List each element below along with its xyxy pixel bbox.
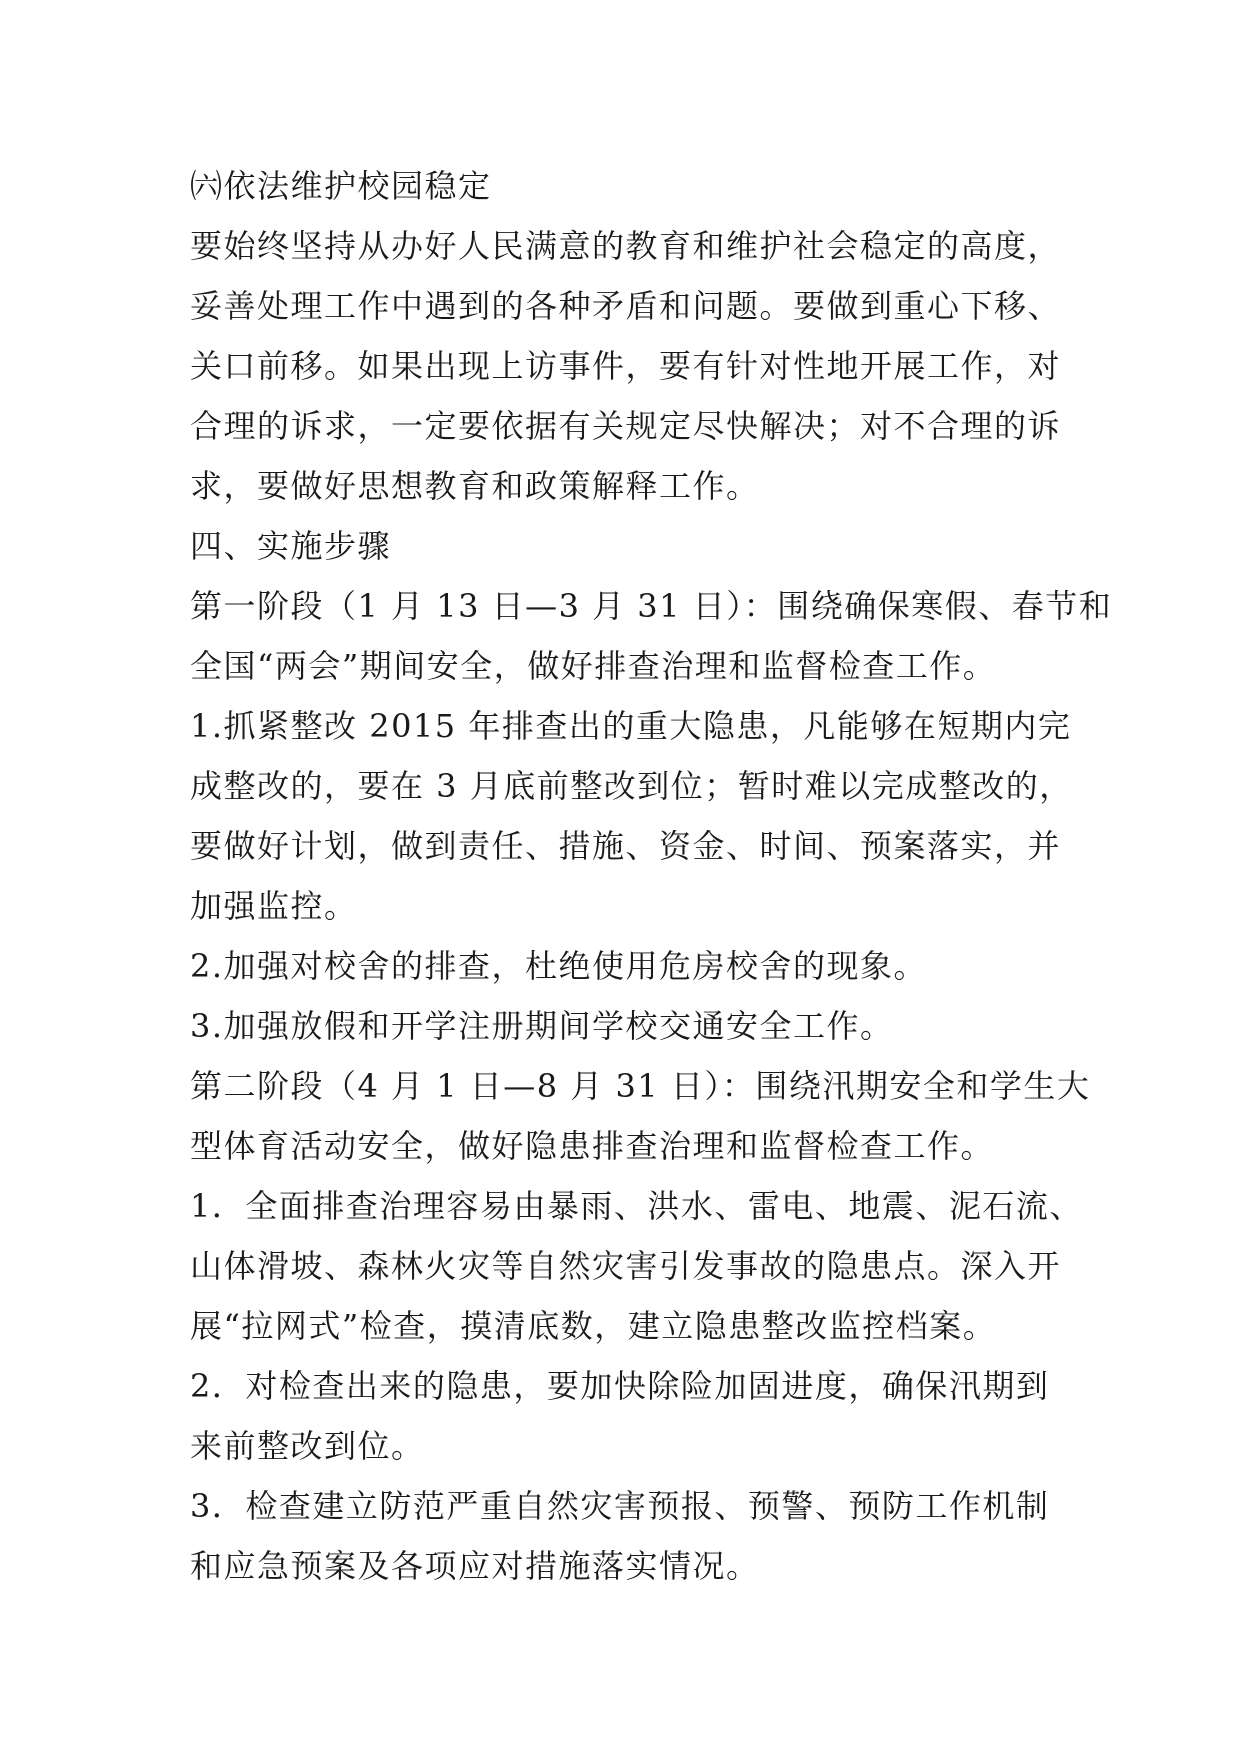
section-heading-6: ㈥依法维护校园稳定	[190, 167, 492, 205]
stage-two-heading: 第二阶段（4 月 1 日—8 月 31 日）：围绕汛期安全和学生大	[190, 1067, 1091, 1105]
text-line: 展“拉网式”检查，摸清底数，建立隐患整改监控档案。	[190, 1307, 997, 1345]
list-item: 1．全面排查治理容易由暴雨、洪水、雷电、地震、泥石流、	[190, 1187, 1083, 1225]
text-line: 加强监控。	[190, 887, 358, 925]
text-line: 型体育活动安全，做好隐患排查治理和监督检查工作。	[190, 1127, 995, 1165]
text-line: 妥善处理工作中遇到的各种矛盾和问题。要做到重心下移、	[190, 287, 1062, 325]
list-item: 2.加强对校舍的排查，杜绝使用危房校舍的现象。	[190, 947, 928, 985]
text-line: 求，要做好思想教育和政策解释工作。	[190, 467, 760, 505]
text-line: 来前整改到位。	[190, 1427, 425, 1465]
text-line: 成整改的，要在 3 月底前整改到位；暂时难以完成整改的，	[190, 767, 1073, 805]
list-item: 3．检查建立防范严重自然灾害预报、预警、预防工作机制	[190, 1487, 1050, 1525]
list-item: 3.加强放假和开学注册期间学校交通安全工作。	[190, 1007, 894, 1045]
text-line: 要做好计划，做到责任、措施、资金、时间、预案落实，并	[190, 827, 1062, 865]
list-item: 1.抓紧整改 2015 年排查出的重大隐患，凡能够在短期内完	[190, 707, 1072, 745]
text-line: 和应急预案及各项应对措施落实情况。	[190, 1547, 760, 1585]
text-line: 山体滑坡、森林火灾等自然灾害引发事故的隐患点。深入开	[190, 1247, 1062, 1285]
stage-one-heading: 第一阶段（1 月 13 日—3 月 31 日）：围绕确保寒假、春节和	[190, 587, 1113, 625]
text-line: 全国“两会”期间安全，做好排查治理和监督检查工作。	[190, 647, 997, 685]
text-line: 关口前移。如果出现上访事件，要有针对性地开展工作，对	[190, 347, 1062, 385]
list-item: 2．对检查出来的隐患，要加快除险加固进度，确保汛期到	[190, 1367, 1050, 1405]
section-heading-4: 四、实施步骤	[190, 527, 392, 565]
document-body	[190, 156, 1113, 1596]
text-line: 合理的诉求，一定要依据有关规定尽快解决；对不合理的诉	[190, 407, 1062, 445]
text-line: 要始终坚持从办好人民满意的教育和维护社会稳定的高度，	[190, 227, 1062, 265]
